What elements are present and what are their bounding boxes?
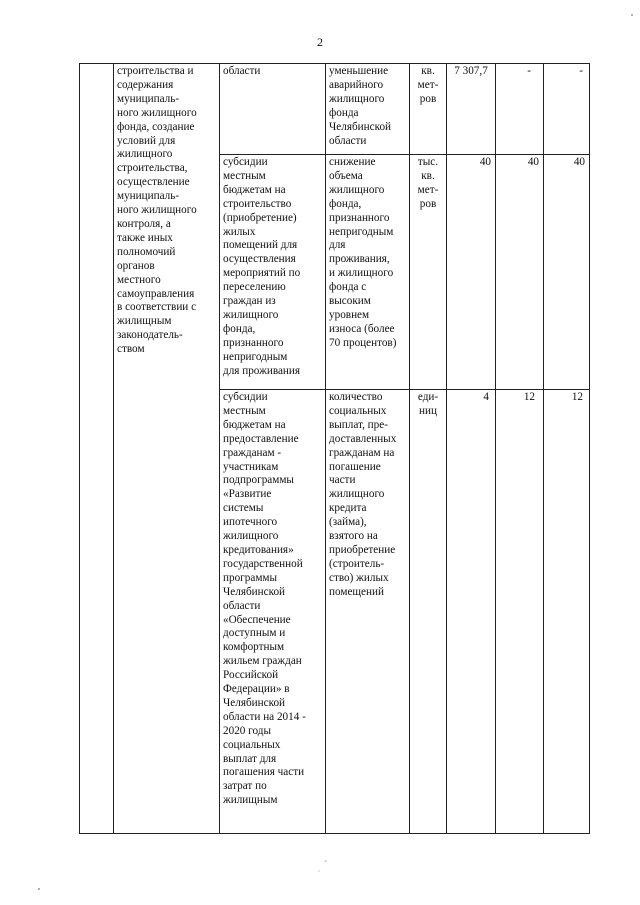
measure-cell: области — [220, 64, 326, 155]
value-cell-year-1: 7 307,7 — [447, 64, 496, 155]
unit-cell: тыс. кв. мет- ров — [410, 155, 447, 390]
value-cell-year-3: 12 — [544, 390, 590, 834]
value-cell-year-2: 12 — [496, 390, 544, 834]
indicator-cell: уменьшение аварийного жилищного фонда Челябинской области — [326, 64, 410, 155]
measure-cell: субсидии местным бюджетам на предоставление гражданам - участникам подпрограммы «Развитие системы ипотечного жилищного кредитования» государственной программы Челябинской области «Обеспечение доступным и комфортным жильем граждан Российской Федерации» в Челябинской области на 2014 - 2020 годы социальных выплат для погашения части затрат по жилищным — [220, 390, 326, 834]
scan-speck — [324, 860, 327, 862]
value-cell-year-1: 4 — [447, 390, 496, 834]
value-cell-year-3: 40 — [544, 155, 590, 390]
table-row — [80, 64, 590, 155]
unit-cell: еди- ниц — [410, 390, 447, 834]
scan-speck — [318, 870, 320, 872]
measure-cell: субсидии местным бюджетам на строительство (приобретение) жилых помещений для осуществления мероприятий по переселению граждан из жилищного фонда, признанного непригодным для проживания — [220, 155, 326, 390]
page-number: 2 — [317, 35, 323, 49]
value-cell-year-1: 40 — [447, 155, 496, 390]
scan-speck — [38, 888, 40, 890]
task-description-cell: строительства и содержания муниципаль- ного жилищного фонда, создание условий для жилищного строительства, осуществление муниципаль- ного жилищного контроля, а также иных полномочий органов местного самоуправления в соответствии с жилищным законодатель- ством — [114, 64, 220, 834]
blank-first-column-cell — [80, 64, 114, 834]
indicator-cell: количество социальных выплат, пре- доставленных гражданам на погашение части жилищного кредита (займа), взятого на приобретение (строитель- ство) жилых помещений — [326, 390, 410, 834]
value-cell-year-2: - — [496, 64, 544, 155]
value-cell-year-2: 40 — [496, 155, 544, 390]
indicator-cell: снижение объема жилищного фонда, признанного непригодным для проживания, и жилищного фонда с высоким уровнем износа (более 70 процентов) — [326, 155, 410, 390]
unit-cell: кв. мет- ров — [410, 64, 447, 155]
program-table — [79, 63, 590, 834]
value-cell-year-3: - — [544, 64, 590, 155]
scan-speck — [631, 14, 633, 16]
